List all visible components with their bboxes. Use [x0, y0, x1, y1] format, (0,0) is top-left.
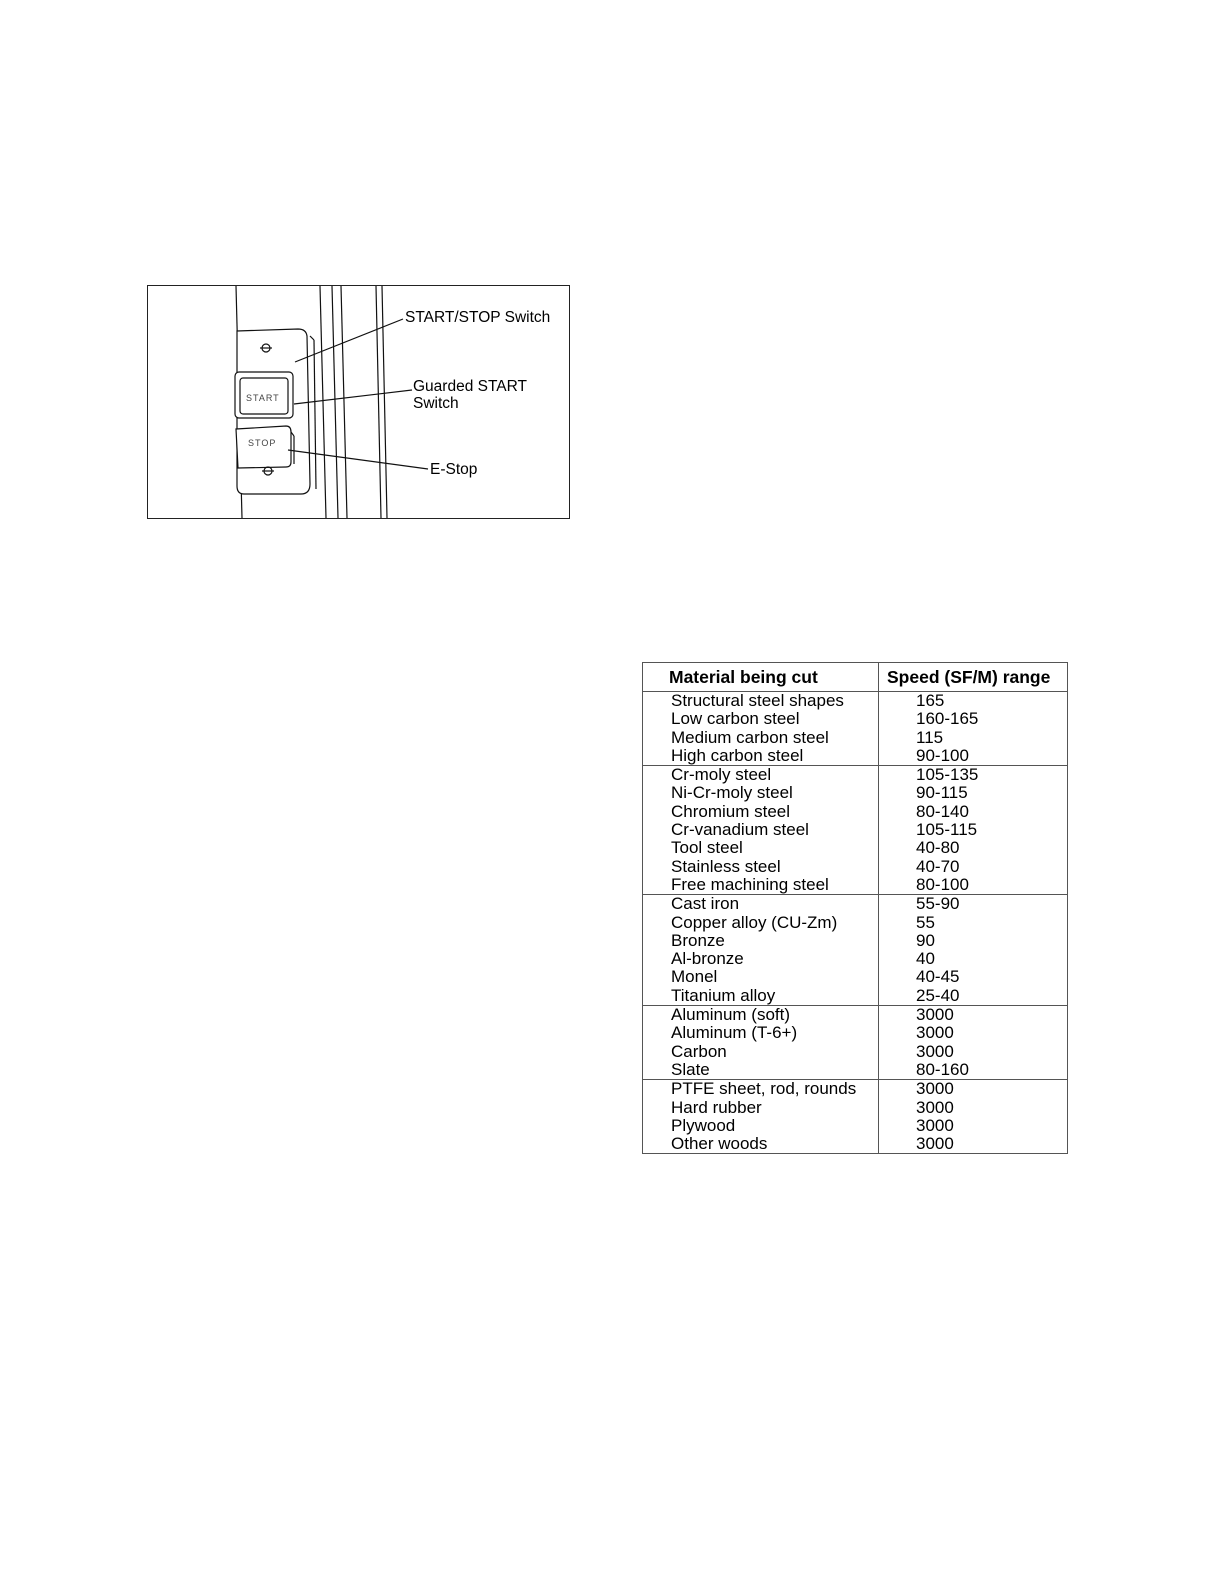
- callout-e-stop: E-Stop: [430, 461, 478, 478]
- callout-start-stop-switch: START/STOP Switch: [405, 309, 551, 326]
- material-name: Cr-vanadium steel: [671, 820, 809, 840]
- material-name: Slate: [671, 1059, 710, 1079]
- material-name: PTFE sheet, rod, rounds: [671, 1079, 857, 1099]
- speed-value: 90-115: [916, 783, 968, 803]
- material-name: Structural steel shapes: [671, 691, 844, 710]
- speed-cell: [879, 1006, 1068, 1080]
- material-cell: [643, 895, 879, 1006]
- material-name: Cr-moly steel: [671, 765, 772, 785]
- material-name: Tool steel: [671, 838, 743, 858]
- material-group: [643, 1080, 1068, 1154]
- speed-value: 3000: [916, 1023, 954, 1043]
- material-name: Monel: [671, 967, 718, 987]
- material-name: Carbon: [671, 1041, 727, 1061]
- material-group: [643, 895, 1068, 1006]
- speed-cell: [879, 692, 1068, 766]
- switch-figure: [147, 285, 570, 519]
- material-group: [643, 1006, 1068, 1080]
- speed-value: 3000: [916, 1134, 954, 1154]
- speed-value: 55: [916, 912, 935, 932]
- material-name: Ni-Cr-moly steel: [671, 783, 793, 803]
- material-header: Material being cut: [643, 663, 879, 692]
- speed-value: 25-40: [916, 985, 960, 1005]
- material-name: Low carbon steel: [671, 709, 800, 729]
- speed-value: 80-140: [916, 801, 969, 821]
- speed-value: 90-100: [916, 745, 969, 765]
- speed-value: 40-45: [916, 967, 960, 987]
- material-cell: [643, 1006, 879, 1080]
- callout-guarded-start-switch: Guarded START Switch: [413, 378, 528, 412]
- material-cell: [643, 766, 879, 895]
- cutting-speed-table: [642, 662, 1068, 1154]
- material-name: Aluminum (soft): [671, 1005, 791, 1025]
- speed-value: 80-160: [916, 1059, 969, 1079]
- speed-value: 40: [916, 949, 935, 969]
- speed-value: 3000: [916, 1041, 954, 1061]
- stop-button-label: STOP: [248, 438, 277, 448]
- material-name: High carbon steel: [671, 745, 804, 765]
- speed-value: 105-115: [916, 820, 978, 840]
- material-name: Chromium steel: [671, 801, 791, 821]
- material-name: Hard rubber: [671, 1097, 762, 1117]
- material-cell: [643, 1080, 879, 1154]
- speed-cell: [879, 766, 1068, 895]
- speed-value: 40-80: [916, 838, 960, 858]
- speed-value: 3000: [916, 1079, 954, 1099]
- speed-cell: [879, 1080, 1068, 1154]
- speed-value: 105-135: [916, 765, 979, 785]
- material-group: [643, 692, 1068, 766]
- start-button-label: START: [246, 393, 280, 403]
- speed-value: 165: [916, 691, 945, 710]
- material-group: [643, 766, 1068, 895]
- speed-value: 3000: [916, 1115, 954, 1135]
- speed-value: 40-70: [916, 856, 960, 876]
- speed-value: 55-90: [916, 894, 960, 914]
- material-name: Bronze: [671, 930, 725, 950]
- material-name: Stainless steel: [671, 856, 781, 876]
- material-name: Medium carbon steel: [671, 727, 829, 747]
- material-name: Other woods: [671, 1134, 768, 1154]
- table-header-row: [643, 663, 1068, 692]
- material-name: Free machining steel: [671, 874, 829, 894]
- material-name: Aluminum (T-6+): [671, 1023, 798, 1043]
- speed-value: 3000: [916, 1005, 954, 1025]
- speed-cell: [879, 895, 1068, 1006]
- speed-value: 90: [916, 930, 935, 950]
- speed-value: 3000: [916, 1097, 954, 1117]
- material-cell: [643, 692, 879, 766]
- speed-header: Speed (SF/M) range: [879, 663, 1068, 692]
- speed-value: 160-165: [916, 709, 979, 729]
- material-name: Plywood: [671, 1115, 736, 1135]
- speed-value: 115: [916, 727, 944, 747]
- material-name: Copper alloy (CU-Zm): [671, 912, 838, 932]
- speed-value: 80-100: [916, 874, 969, 894]
- material-name: Cast iron: [671, 894, 740, 914]
- material-name: Al-bronze: [671, 949, 744, 969]
- material-name: Titanium alloy: [671, 985, 776, 1005]
